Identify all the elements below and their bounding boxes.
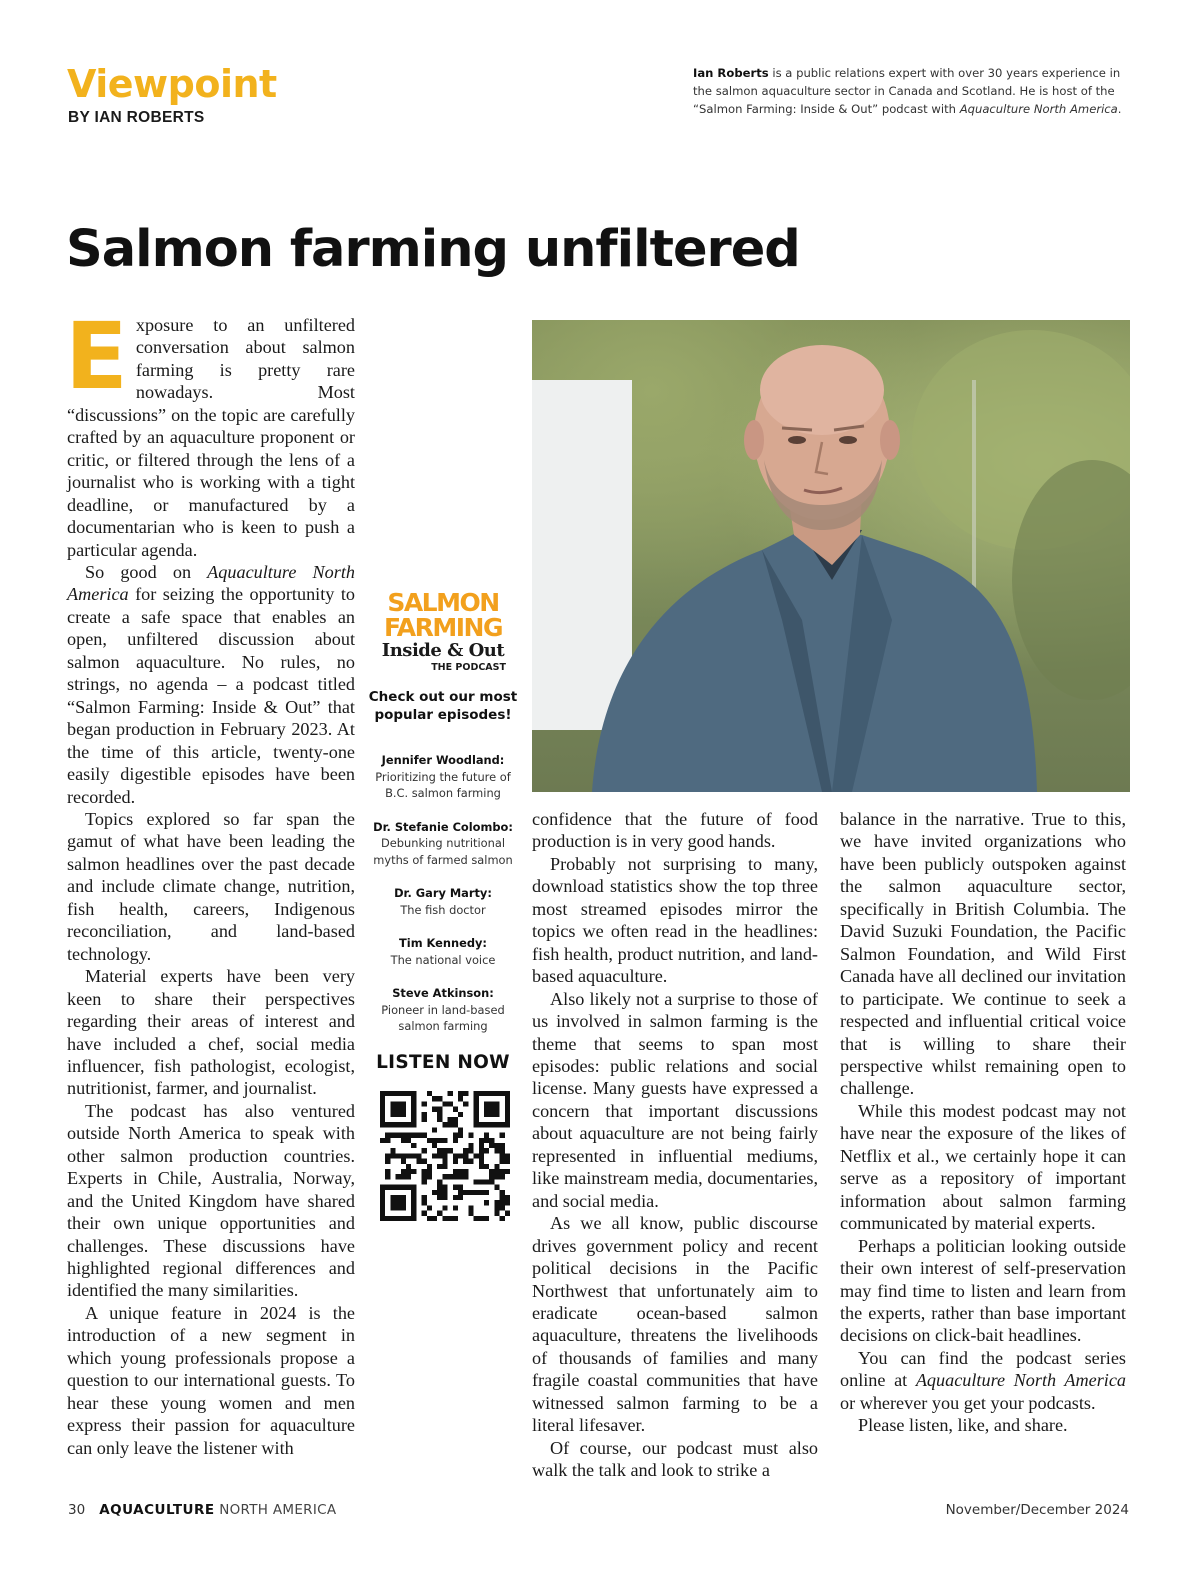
- paragraph: While this modest podcast may not have near the exposure of the likes of Netflix et al., we certainly hope it can serve as a repository of important information about salmon farming communicated by material experts.: [840, 1100, 1126, 1234]
- issue-date: November/December 2024: [945, 1502, 1129, 1518]
- drop-cap: E: [65, 303, 128, 410]
- author-photo: [532, 320, 1130, 792]
- paragraph: The podcast has also ventured outside North America to speak with other salmon production countries. Experts in Chile, Australia, Norway, and the United Kingdom have shared their own unique opportunities and challenges. These discussions have highlighted regional differences and identified the many similarities.: [67, 1100, 355, 1301]
- episode-guest: Tim Kennedy:: [399, 936, 487, 950]
- paragraph: [67, 561, 355, 808]
- episode-item: [368, 752, 518, 802]
- footer-masthead: [68, 1502, 336, 1518]
- episode-guest: Steve Atkinson:: [392, 986, 494, 1000]
- paragraph-text: xposure to an unfiltered conversation about salmon farming is pretty rare nowadays. Most “discussions” on the topic are carefully crafted by an aquaculture proponent or critic, or filtered through the lens of a journalist who is working with a tight deadline, or manufactured by a documentarian who is keen to push a particular agenda.: [67, 315, 355, 560]
- article-column-1: [65, 303, 355, 1459]
- logo-line-3: Inside & Out: [381, 640, 505, 661]
- paragraph-text: So good on: [85, 561, 208, 582]
- episode-list: [368, 752, 518, 1035]
- listen-now-label: LISTEN NOW: [376, 1051, 510, 1073]
- page-number: 30: [68, 1502, 86, 1518]
- paragraph-text: You can find the podcast series online at: [840, 1347, 1126, 1391]
- portrait-illustration: [532, 320, 1130, 792]
- brand-regular: NORTH AMERICA: [214, 1502, 337, 1518]
- sidebar-heading: Check out our most popular episodes!: [368, 689, 518, 723]
- episode-item: [368, 985, 518, 1035]
- brand-bold: AQUACULTURE: [99, 1502, 215, 1518]
- paragraph: Topics explored so far span the gamut of what have been leading the salmon headlines over the past decade and include climate change, nutrition, fish health, careers, Indigenous reconciliation, and land-based technology.: [67, 808, 355, 964]
- author-bio: [693, 64, 1133, 118]
- podcast-logo: [368, 590, 518, 674]
- episode-title: The fish doctor: [400, 902, 486, 917]
- episode-title: Pioneer in land-based salmon farming: [381, 1002, 505, 1033]
- episode-item: [368, 935, 518, 968]
- episode-title: Prioritizing the future of B.C. salmon farming: [375, 769, 511, 800]
- bio-text: is a public relations expert with over 30 years experience in the salmon aquaculture sector in Canada and Scotland. He is host of the “Salmon Farming: Inside & Out” podcast with: [693, 66, 1121, 116]
- article-column-3: [840, 808, 1126, 1437]
- paragraph-text: for seizing the opportunity to create a safe space that enables an open, unfiltered discussion about salmon aquaculture. No rules, no strings, no agenda – a podcast titled “Salmon Farming: Inside & Out” that began production in February 2023. At the time of this article, twenty-one easily digestible episodes have been recorded.: [67, 584, 355, 807]
- logo-line-1: SALMON: [387, 588, 499, 617]
- bio-end: .: [1117, 102, 1122, 116]
- episode-guest: Dr. Gary Marty:: [394, 886, 492, 900]
- logo-line-4: THE PODCAST: [431, 662, 506, 673]
- paragraph: Material experts have been very keen to share their perspectives regarding their areas of interest and have included a chef, social media influencer, fish pathologist, ecologist, nutritionist, farmer, and journalist.: [67, 966, 355, 1099]
- author-name: Ian Roberts: [693, 66, 769, 80]
- episode-item: [368, 819, 518, 869]
- episode-guest: Jennifer Woodland:: [381, 753, 505, 767]
- article-column-2: [532, 808, 818, 1482]
- publication-name: Aquaculture North America: [915, 1370, 1126, 1391]
- podcast-sidebar: [368, 590, 518, 1221]
- paragraph: Also likely not a surprise to those of us involved in salmon farming is the theme that seems to span most episodes: public relations and social license. Many guests have expressed a concern that important discussions about aquaculture are not being fairly represented in influential mediums, like mainstream media, documentaries, and social media.: [532, 988, 818, 1211]
- section-title: Viewpoint: [67, 62, 277, 106]
- paragraph: [65, 303, 355, 561]
- paragraph: As we all know, public discourse drives government policy and recent political decisions in the Pacific Northwest that unfortunately aim to eradicate ocean-based salmon aquaculture, threatens the livelihoods of thousands of families and many fragile coastal communities that have witnessed salmon farming to be a literal lifesaver.: [532, 1213, 818, 1436]
- qr-code-icon[interactable]: [380, 1091, 510, 1221]
- paragraph: confidence that the future of food production is in very good hands.: [532, 809, 818, 852]
- paragraph: balance in the narrative. True to this, we have invited organizations who have been publicly outspoken against the salmon aquaculture sector, specifically in British Columbia. The David Suzuki Foundation, the Pacific Salmon Foundation, and Wild First Canada have all declined our invitation to participate. We continue to seek a respected and influential critical voice that is willing to share their perspective whilst remaining open to challenge.: [840, 809, 1126, 1099]
- byline: BY IAN ROBERTS: [68, 109, 205, 126]
- episode-item: [368, 885, 518, 918]
- episode-guest: Dr. Stefanie Colombo:: [373, 819, 513, 834]
- paragraph: [840, 1347, 1126, 1414]
- paragraph: Please listen, like, and share.: [858, 1415, 1068, 1436]
- paragraph-text: or wherever you get your podcasts.: [840, 1392, 1096, 1413]
- paragraph: A unique feature in 2024 is the introduction of a new segment in which young professionals propose a question to our international guests. To hear these young women and men express their passion for aquaculture can only leave the listener with: [67, 1302, 355, 1458]
- episode-title: The national voice: [390, 952, 496, 967]
- headline: Salmon farming unfiltered: [66, 220, 800, 279]
- bio-publication: Aquaculture North America: [959, 102, 1118, 116]
- paragraph: Of course, our podcast must also walk the talk and look to strike a: [532, 1437, 818, 1481]
- episode-title: Debunking nutritional myths of farmed salmon: [373, 836, 513, 867]
- logo-line-2: FARMING: [384, 613, 502, 642]
- paragraph: Probably not surprising to many, download statistics show the top three most streamed episodes mirror the topics we often read in the headlines: fish health, product nutrition, and land-based aquaculture.: [532, 853, 818, 987]
- paragraph: Perhaps a politician looking outside their own interest of self-preservation may find time to listen and learn from the experts, rather than base important decisions on click-bait headlines.: [840, 1235, 1126, 1346]
- publication-name: Aquaculture North America: [67, 561, 355, 605]
